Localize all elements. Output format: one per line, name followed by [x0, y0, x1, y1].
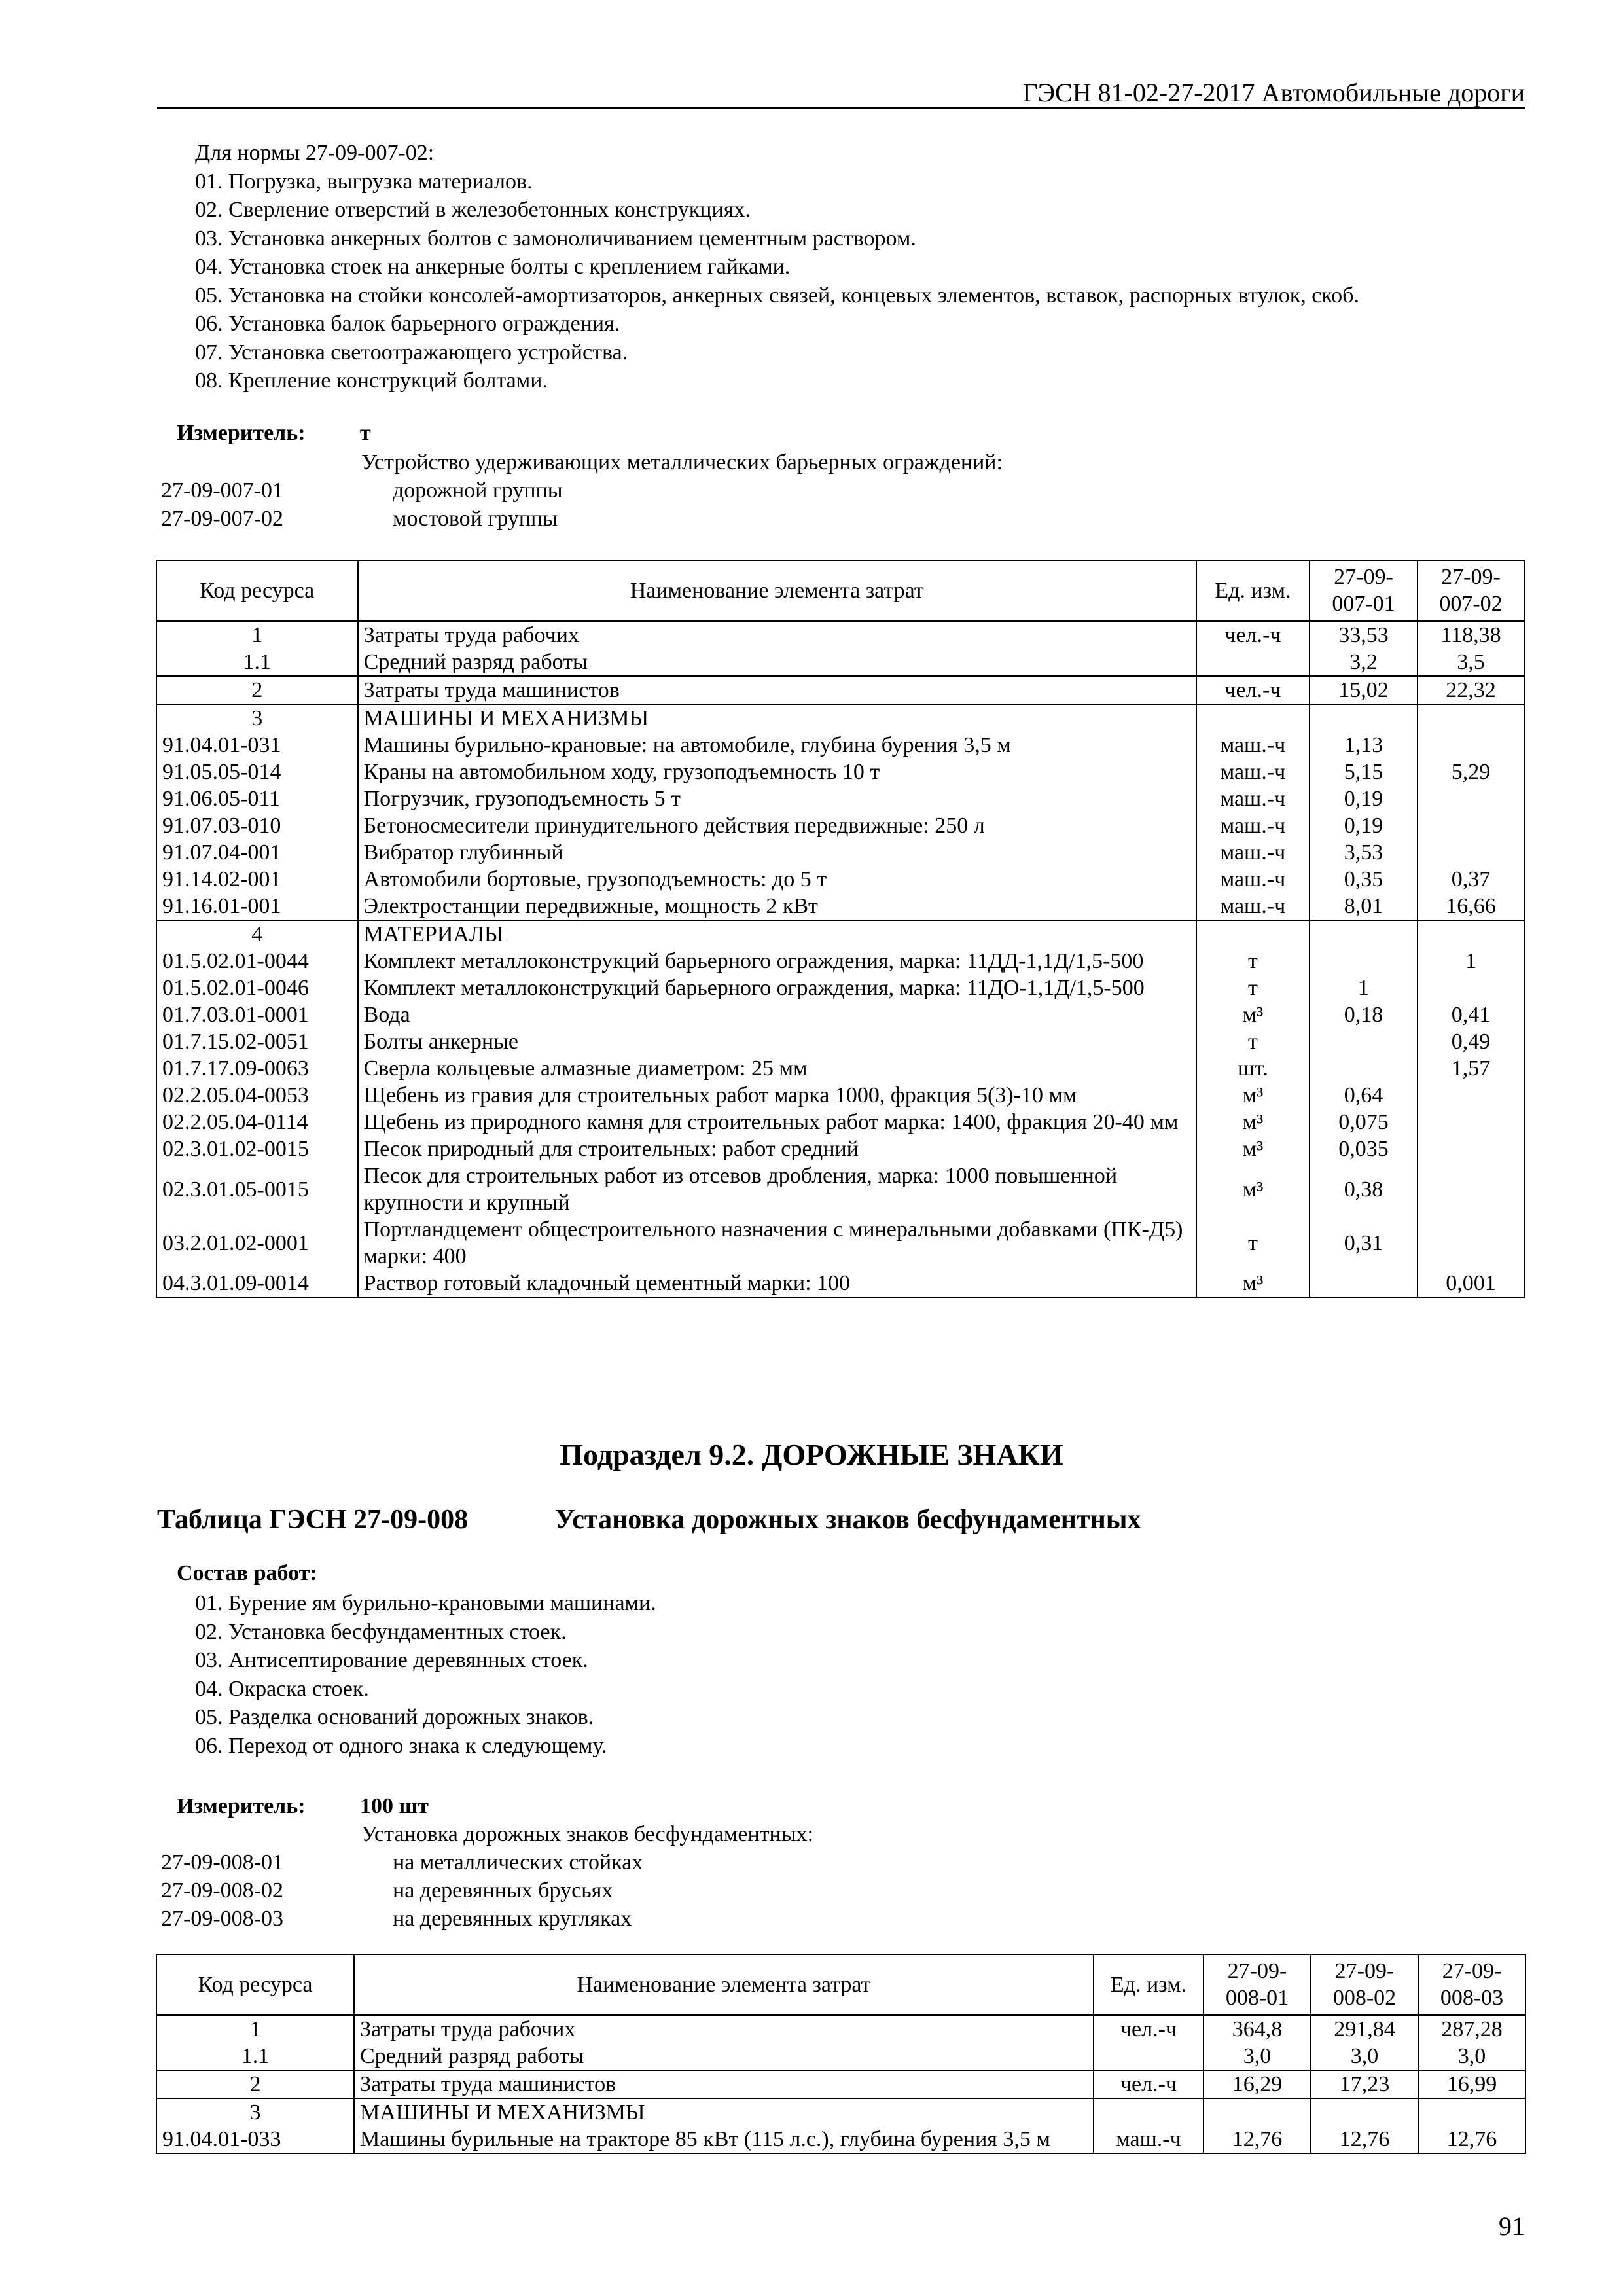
cell-name: Комплект металлоконструкций барьерного ограждения, марка: 11ДО-1,1Д/1,5-500	[358, 975, 1196, 1001]
meter-value: т	[360, 421, 371, 445]
running-header: ГЭСН 81-02-27-2017 Автомобильные дороги	[1022, 78, 1525, 107]
cell-value: 0,49	[1418, 1028, 1524, 1055]
cell-value: 0,18	[1310, 1001, 1418, 1028]
cell-unit: чел.-ч	[1196, 621, 1310, 649]
cell-unit: м³	[1196, 1162, 1310, 1216]
table-title: Установка дорожных знаков бесфундаментных	[555, 1505, 1141, 1535]
table-row	[156, 2043, 1525, 2070]
variant-text: на металлических стойках	[393, 1850, 643, 1874]
work-item: 01. Погрузка, выгрузка материалов.	[195, 169, 533, 194]
cell-unit	[1094, 2043, 1204, 2070]
cell-code: 02.2.05.04-0114	[156, 1109, 358, 1136]
cell-name: Машины бурильные на тракторе 85 кВт (115 л.с.), глубина бурения 3,5 м	[354, 2126, 1094, 2153]
cell-code: 01.7.15.02-0051	[156, 1028, 358, 1055]
cell-code: 2	[156, 676, 358, 704]
cell-value	[1418, 975, 1524, 1001]
cell-value	[1418, 1216, 1524, 1270]
table-header-row	[156, 1954, 1525, 2015]
table-row	[156, 621, 1524, 649]
cell-unit: маш.-ч	[1196, 732, 1310, 759]
variant-text: мостовой группы	[393, 507, 558, 531]
cell-code: 91.05.05-014	[156, 759, 358, 785]
cell-value	[1310, 1028, 1418, 1055]
cell-value: 3,0	[1204, 2043, 1311, 2070]
cell-value: 0,64	[1310, 1082, 1418, 1109]
table-row	[156, 732, 1524, 759]
variant-text: на деревянных кругляках	[393, 1907, 632, 1931]
cell-value: 1,13	[1310, 732, 1418, 759]
table-row	[156, 1216, 1524, 1270]
cell-value: 287,28	[1418, 2015, 1525, 2043]
cell-code: 1.1	[156, 2043, 354, 2070]
header-norm: 27-09-008-01	[1204, 1954, 1311, 2015]
cell-code: 91.04.01-033	[156, 2126, 354, 2153]
table-number: Таблица ГЭСН 27-09-008	[157, 1505, 469, 1535]
cell-value	[1310, 948, 1418, 975]
variant-code: 27-09-007-02	[161, 507, 283, 531]
meter-label: Измеритель:	[177, 1794, 306, 1818]
cell-name: Средний разряд работы	[358, 649, 1196, 676]
table-row	[156, 1082, 1524, 1109]
cell-value	[1418, 1136, 1524, 1162]
cell-unit: чел.-ч	[1094, 2015, 1204, 2043]
work-item: 07. Установка светоотражающего устройства.	[195, 340, 628, 365]
header-name: Наименование элемента затрат	[354, 1954, 1094, 2015]
cell-value: 5,15	[1310, 759, 1418, 785]
table-row	[156, 704, 1524, 732]
cell-name: Затраты труда машинистов	[358, 676, 1196, 704]
cell-value: 33,53	[1310, 621, 1418, 649]
cell-code: 1	[156, 621, 358, 649]
work-item: 01. Бурение ям бурильно-крановыми машинами.	[195, 1591, 656, 1615]
table-row	[156, 2126, 1525, 2153]
cell-unit	[1094, 2098, 1204, 2126]
cell-value	[1418, 812, 1524, 839]
cell-unit: т	[1196, 1028, 1310, 1055]
cell-value	[1310, 920, 1418, 948]
cell-value	[1310, 1270, 1418, 1297]
header-code: Код ресурса	[156, 560, 358, 621]
cell-value: 0,31	[1310, 1216, 1418, 1270]
header-unit: Ед. изм.	[1196, 560, 1310, 621]
table-row	[156, 920, 1524, 948]
table-row	[156, 1162, 1524, 1216]
cell-code: 91.14.02-001	[156, 866, 358, 893]
norm-007-intro: Для нормы 27-09-007-02:	[195, 141, 435, 165]
header-unit: Ед. изм.	[1094, 1954, 1204, 2015]
meter-label: Измеритель:	[177, 421, 306, 445]
cell-name: МАТЕРИАЛЫ	[358, 920, 1196, 948]
cell-unit: м³	[1196, 1270, 1310, 1297]
cell-value: 3,5	[1418, 649, 1524, 676]
variant-text: дорожной группы	[393, 478, 563, 503]
cell-value: 8,01	[1310, 893, 1418, 920]
cell-code: 01.5.02.01-0044	[156, 948, 358, 975]
norm-007-composition	[195, 139, 1359, 395]
cell-unit: шт.	[1196, 1055, 1310, 1082]
variant-code: 27-09-008-03	[161, 1907, 283, 1931]
work-item: 04. Окраска стоек.	[195, 1676, 369, 1701]
cell-unit	[1196, 649, 1310, 676]
cell-unit: маш.-ч	[1196, 839, 1310, 866]
variant-code: 27-09-008-01	[161, 1850, 283, 1874]
cell-unit: маш.-ч	[1196, 759, 1310, 785]
table-row	[156, 839, 1524, 866]
cell-value	[1310, 704, 1418, 732]
table-row	[156, 866, 1524, 893]
cell-unit: маш.-ч	[1196, 893, 1310, 920]
cell-name: Затраты труда машинистов	[354, 2070, 1094, 2098]
cell-value: 5,29	[1418, 759, 1524, 785]
cell-name: Болты анкерные	[358, 1028, 1196, 1055]
cell-code: 91.04.01-031	[156, 732, 358, 759]
cell-unit: чел.-ч	[1196, 676, 1310, 704]
subsection-title: Подраздел 9.2. ДОРОЖНЫЕ ЗНАКИ	[560, 1438, 1063, 1471]
table-row	[156, 676, 1524, 704]
cell-value: 1	[1310, 975, 1418, 1001]
cell-code: 91.07.04-001	[156, 839, 358, 866]
cell-value: 3,0	[1418, 2043, 1525, 2070]
cell-value: 12,76	[1204, 2126, 1311, 2153]
norm-008-composition	[195, 1589, 656, 1760]
cell-value: 22,32	[1418, 676, 1524, 704]
cell-unit: м³	[1196, 1136, 1310, 1162]
table-row	[156, 2015, 1525, 2043]
cell-value: 3,0	[1311, 2043, 1418, 2070]
cell-value	[1311, 2098, 1418, 2126]
header-norm: 27-09-007-02	[1418, 560, 1524, 621]
table-header-row	[156, 560, 1524, 621]
cell-value	[1418, 704, 1524, 732]
cell-name: Вода	[358, 1001, 1196, 1028]
cell-value	[1418, 1162, 1524, 1216]
table-row	[156, 2098, 1525, 2126]
cell-value: 364,8	[1204, 2015, 1311, 2043]
cell-name: Средний разряд работы	[354, 2043, 1094, 2070]
cell-unit: т	[1196, 948, 1310, 975]
cell-code: 01.7.17.09-0063	[156, 1055, 358, 1082]
work-item: 04. Установка стоек на анкерные болты с креплением гайками.	[195, 255, 791, 279]
header-norm: 27-09-008-03	[1418, 1954, 1525, 2015]
cell-value: 1,57	[1418, 1055, 1524, 1082]
cell-name: Сверла кольцевые алмазные диаметром: 25 мм	[358, 1055, 1196, 1082]
cell-value: 0,19	[1310, 785, 1418, 812]
table-row	[156, 759, 1524, 785]
cell-unit: м³	[1196, 1082, 1310, 1109]
cell-name: Щебень из природного камня для строительных работ марка: 1400, фракция 20-40 мм	[358, 1109, 1196, 1136]
cell-code: 91.06.05-011	[156, 785, 358, 812]
cell-name: МАШИНЫ И МЕХАНИЗМЫ	[354, 2098, 1094, 2126]
work-item: 02. Сверление отверстий в железобетонных конструкциях.	[195, 198, 751, 222]
variant-text: на деревянных брусьях	[393, 1878, 613, 1903]
cell-value: 16,66	[1418, 893, 1524, 920]
table-row	[156, 1028, 1524, 1055]
work-item: 03. Антисептирование деревянных стоек.	[195, 1648, 588, 1672]
document-page: ГЭСН 81-02-27-2017 Автомобильные дороги Для нормы 27-09-007-02: 01. Погрузка, выгрузка материалов. 02. Сверление отверстий в железобетонных конструкциях. 03. Установка анкерных болтов с замоноличиванием цементным раствором. 04. Установка стоек на анкерные болты с креплением гайками. 05. Установка на стойки консолей-амортизаторов, анкерных связей, концевых элементов, вставок, распорных втулок, скоб. 06. Установка балок барьерного ограждения. 07. Установка светоотражающего устройства. 08. Крепление конструкций болтами. Измеритель: т Устройство удерживающих металлических барьерных ограждений: 27-09-007-01 дорожной группы 27-09-007-02 мостовой группы Код ресурса Наименование элемента затрат Ед. изм. 27-09-007-01 27-09-007-02 1 Затраты труда рабочих чел.-ч 33,53 118,38 1.1 Средний разряд работы 3,2 3,5 2 Затраты труда машинистов чел.-ч 15,02 22,32 3 МАШИНЫ И МЕХАНИЗМЫ 91.04.01-031 Машины бурильно-крановые: на автомобиле, глубина бурения 3,5 м маш.-ч 1,13 91.05.05-014 Краны на автомобильном ходу, грузоподъемность 10 т маш.-ч 5,15 5,29 91.06.05-011 Погрузчик, грузоподъемность 5 т маш.-ч 0,19 91.07.03-010 Бетоносмесители принудительного действия передвижные: 250 л маш.-ч 0,19 91.07.04-001 Вибратор глубинный маш.-ч 3,53 91.14.02-001 Автомобили бортовые, грузоподъемность: до 5 т маш.-ч 0,35 0,37 91.16.01-001 Электростанции передвижные, мощность 2 кВт маш.-ч 8,01 16,66 4 МАТЕРИАЛЫ 01.5.02.01-0044 Комплект металлоконструкций барьерного ограждения, марка: 11ДД-1,1Д/1,5-500 т 1 01.5.02.01-0046 Комплект металлоконструкций барьерного ограждения, марка: 11ДО-1,1Д/1,5-500 т 1 01.7.03.01-0001 Вода м³ 0,18 0,41 01.7.15.02-0051 Болты анкерные т 0,49 01.7.17.09-0063 Сверла кольцевые алмазные диаметром: 25 мм шт. 1,57 02.2.05.04-0053 Щебень из гравия для строительных работ марка 1000, фракция 5(3)-10 мм м³ 0,64 02.2.05.04-0114 Щебень из природного камня для строительных работ марка: 1400, фракция 20-40 мм м³ 0,075 02.3.01.02-0015 Песок природный для строительных: работ средний м³ 0,035 02.3.01.05-0015 Песок для строительных работ из отсевов дробления, марка: 1000 повышенной крупности и крупный м³ 0,38 03.2.01.02-0001 Портландцемент общестроительного назначения с минеральными добавками (ПК-Д5) марки: 400 т 0,31 04.3.01.09-0014 Раствор готовый кладочный цементный марки: 100 м³ 0,001 Подраздел 9.2. ДОРОЖНЫЕ ЗНАКИ Таблица ГЭСН 27-09-008 Установка дорожных знаков бесфундаментных Состав работ: 01. Бурение ям бурильно-крановыми машинами. 02. Установка бесфундаментных стоек. 03. Антисептирование деревянных стоек. 04. Окраска стоек. 05. Разделка оснований дорожных знаков. 06. Переход от одного знака к следующему. Измеритель: 100 шт Установка дорожных знаков бесфундаментных: 27-09-008-01 на металлических стойках 27-09-008-02 на деревянных брусьях 27-09-008-03 на деревянных кругляках Код ресурса Наименование элемента затрат Ед. изм. 27-09-008-01 27-09-008-02 27-09-008-03 1 Затраты труда рабочих чел.-ч 364,8 291,84 287,28 1.1 Средний разряд работы 3,0 3,0 3,0 2 Затраты труда машинистов чел.-ч 16,29 17,23 16,99 3 МАШИНЫ И МЕХАНИЗМЫ 91.04.01-033 Машины бурильные на тракторе 85 кВт (115 л.с.), глубина бурения 3,5 м маш.-ч 12,76 12,76 12,76 91	[0, 0, 1623, 2296]
cell-value: 12,76	[1418, 2126, 1525, 2153]
cell-name: Портландцемент общестроительного назначения с минеральными добавками (ПК-Д5) марки: 400	[358, 1216, 1196, 1270]
work-item: 06. Установка балок барьерного ограждения.	[195, 312, 620, 336]
composition-label: Состав работ:	[177, 1561, 317, 1585]
cell-name: Затраты труда рабочих	[358, 621, 1196, 649]
cell-unit: т	[1196, 1216, 1310, 1270]
cell-name: Погрузчик, грузоподъемность 5 т	[358, 785, 1196, 812]
table-row	[156, 1055, 1524, 1082]
header-name: Наименование элемента затрат	[358, 560, 1196, 621]
header-code: Код ресурса	[156, 1954, 354, 2015]
cell-value	[1418, 785, 1524, 812]
variant-code: 27-09-007-01	[161, 478, 283, 503]
cell-unit: маш.-ч	[1196, 812, 1310, 839]
cell-name: Электростанции передвижные, мощность 2 кВт	[358, 893, 1196, 920]
cell-code: 02.3.01.02-0015	[156, 1136, 358, 1162]
header-norm: 27-09-008-02	[1311, 1954, 1418, 2015]
cell-name: Комплект металлоконструкций барьерного ограждения, марка: 11ДД-1,1Д/1,5-500	[358, 948, 1196, 975]
cell-code: 91.16.01-001	[156, 893, 358, 920]
cell-name: Песок природный для строительных: работ средний	[358, 1136, 1196, 1162]
norm-008-table	[156, 1954, 1526, 2154]
variant-code: 27-09-008-02	[161, 1878, 283, 1903]
cell-unit	[1196, 704, 1310, 732]
norm-007-table	[156, 560, 1525, 1298]
cell-value: 16,29	[1204, 2070, 1311, 2098]
cell-name: Песок для строительных работ из отсевов дробления, марка: 1000 повышенной крупности и крупный	[358, 1162, 1196, 1216]
table-row	[156, 948, 1524, 975]
norm-007-table-body	[156, 621, 1524, 1298]
cell-name: Раствор готовый кладочный цементный марки: 100	[358, 1270, 1196, 1297]
cell-value: 0,35	[1310, 866, 1418, 893]
cell-value	[1418, 1109, 1524, 1136]
cell-value: 118,38	[1418, 621, 1524, 649]
table-row	[156, 812, 1524, 839]
cell-code: 4	[156, 920, 358, 948]
cell-value: 0,38	[1310, 1162, 1418, 1216]
cell-value: 0,41	[1418, 1001, 1524, 1028]
cell-unit: т	[1196, 975, 1310, 1001]
cell-unit: маш.-ч	[1196, 866, 1310, 893]
cell-value: 0,37	[1418, 866, 1524, 893]
work-item: 05. Разделка оснований дорожных знаков.	[195, 1705, 594, 1729]
cell-value: 0,19	[1310, 812, 1418, 839]
cell-unit: чел.-ч	[1094, 2070, 1204, 2098]
cell-value: 291,84	[1311, 2015, 1418, 2043]
cell-code: 01.5.02.01-0046	[156, 975, 358, 1001]
cell-name: Затраты труда рабочих	[354, 2015, 1094, 2043]
cell-code: 1	[156, 2015, 354, 2043]
cell-name: Автомобили бортовые, грузоподъемность: до 5 т	[358, 866, 1196, 893]
cell-value	[1418, 1082, 1524, 1109]
cell-value	[1204, 2098, 1311, 2126]
cell-unit: маш.-ч	[1196, 785, 1310, 812]
table-row	[156, 2070, 1525, 2098]
cell-code: 02.3.01.05-0015	[156, 1162, 358, 1216]
table-row	[156, 1109, 1524, 1136]
cell-unit: маш.-ч	[1094, 2126, 1204, 2153]
cell-value	[1418, 732, 1524, 759]
cell-value: 0,035	[1310, 1136, 1418, 1162]
meter-value: 100 шт	[360, 1794, 429, 1818]
cell-name: Щебень из гравия для строительных работ марка 1000, фракция 5(3)-10 мм	[358, 1082, 1196, 1109]
table-row	[156, 893, 1524, 920]
work-item: 03. Установка анкерных болтов с замоноличиванием цементным раствором.	[195, 226, 916, 251]
table-row	[156, 975, 1524, 1001]
cell-value: 3,2	[1310, 649, 1418, 676]
cell-value: 3,53	[1310, 839, 1418, 866]
page-number: 91	[1499, 2212, 1525, 2241]
cell-code: 03.2.01.02-0001	[156, 1216, 358, 1270]
table-row	[156, 1270, 1524, 1297]
work-item: 02. Установка бесфундаментных стоек.	[195, 1619, 567, 1644]
table-row	[156, 1001, 1524, 1028]
cell-value: 0,075	[1310, 1109, 1418, 1136]
cell-name: Краны на автомобильном ходу, грузоподъемность 10 т	[358, 759, 1196, 785]
work-item: 05. Установка на стойки консолей-амортизаторов, анкерных связей, концевых элементов, вставок, распорных втулок, скоб.	[195, 283, 1359, 308]
table-row	[156, 1136, 1524, 1162]
cell-unit: м³	[1196, 1109, 1310, 1136]
cell-code: 3	[156, 2098, 354, 2126]
header-rule	[157, 107, 1525, 109]
cell-code: 91.07.03-010	[156, 812, 358, 839]
cell-name: Бетоносмесители принудительного действия передвижные: 250 л	[358, 812, 1196, 839]
cell-code: 1.1	[156, 649, 358, 676]
cell-value: 1	[1418, 948, 1524, 975]
cell-code: 01.7.03.01-0001	[156, 1001, 358, 1028]
cell-value: 17,23	[1311, 2070, 1418, 2098]
cell-code: 02.2.05.04-0053	[156, 1082, 358, 1109]
cell-code: 3	[156, 704, 358, 732]
norm-008-table-body	[156, 2015, 1525, 2154]
work-item: 08. Крепление конструкций болтами.	[195, 368, 548, 393]
cell-value	[1418, 839, 1524, 866]
cell-value	[1418, 920, 1524, 948]
table-row	[156, 785, 1524, 812]
cell-name: Машины бурильно-крановые: на автомобиле, глубина бурения 3,5 м	[358, 732, 1196, 759]
cell-value	[1310, 1055, 1418, 1082]
cell-value: 16,99	[1418, 2070, 1525, 2098]
work-item: 06. Переход от одного знака к следующему.	[195, 1733, 607, 1758]
cell-unit	[1196, 920, 1310, 948]
cell-unit: м³	[1196, 1001, 1310, 1028]
cell-code: 2	[156, 2070, 354, 2098]
table-row	[156, 649, 1524, 676]
cell-name: Вибратор глубинный	[358, 839, 1196, 866]
cell-name: МАШИНЫ И МЕХАНИЗМЫ	[358, 704, 1196, 732]
cell-value: 12,76	[1311, 2126, 1418, 2153]
cell-code: 04.3.01.09-0014	[156, 1270, 358, 1297]
cell-value: 0,001	[1418, 1270, 1524, 1297]
cell-value	[1418, 2098, 1525, 2126]
header-norm: 27-09-007-01	[1310, 560, 1418, 621]
cell-value: 15,02	[1310, 676, 1418, 704]
